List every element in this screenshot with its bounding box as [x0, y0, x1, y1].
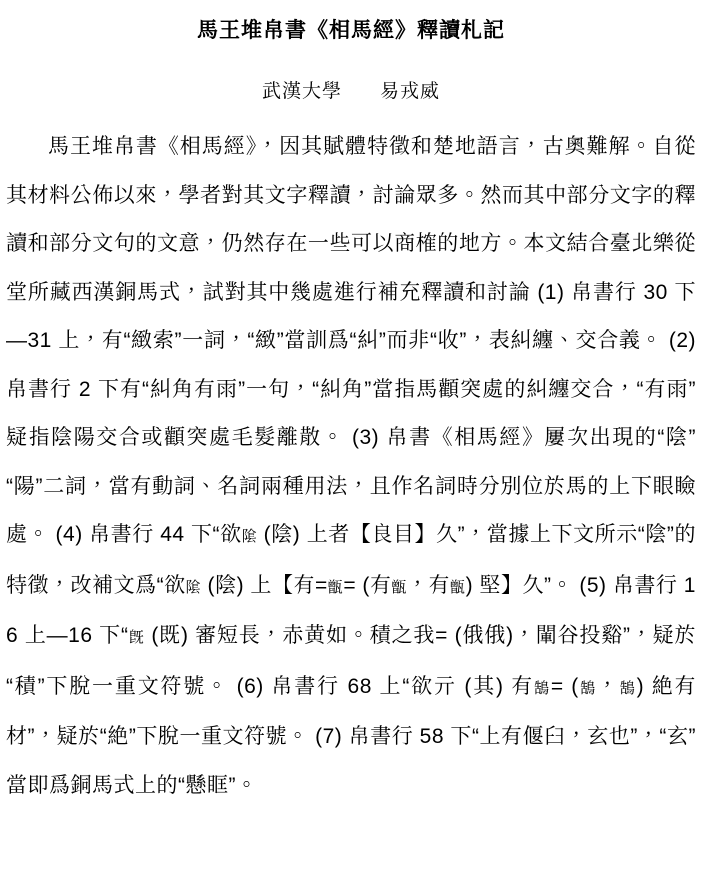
- rare-glyph: 甑: [327, 578, 344, 596]
- text-segment: 馬王堆帛書《相馬經》，因其賦體特徵和楚地語言，古奧難解。自從其材料公佈以來，學者對其文字釋讀，討論眾多。然而其中部分文字的釋讀和部分文句的文意，仍然存在一些可以商榷的地方。本文結合臺北樂從堂所藏西漢銅馬式，試對其中幾處進行補充釋讀和討論 (1) 帛書行 30 下—31 上，有“緻索”一詞，“緻”當訓爲“糾”而非“收”，表糾纏、交合義。 (2) 帛書行 2 下有“糾角有雨”一句，“糾角”當指馬顴突處的糾纏交合，“有雨”疑指陰陽交合或顴突處毛髮離散。 (3) 帛書《相馬經》屢次出現的“陰”“陽”二詞，當有動詞、名詞兩種用法，且作名詞時分別位於馬的上下眼瞼處。 (4) 帛書行 44 下“欲: [6, 135, 696, 546]
- abstract-text: [6, 123, 696, 810]
- author-affiliation: 武漢大學: [261, 81, 342, 102]
- text-segment: ，有: [407, 573, 451, 597]
- rare-glyph: 鵠: [534, 679, 551, 697]
- rare-glyph: 旣: [128, 629, 145, 646]
- text-segment: ) 絶有材”，疑於“絶”下脫一重文符號。 (7) 帛書行 58 下“上有偃臼，玄也”，“玄”當即爲銅馬式上的“懸眶”。: [6, 674, 697, 797]
- rare-glyph: 隂: [241, 528, 258, 545]
- author-line: [6, 76, 696, 103]
- rare-glyph: 甑: [450, 578, 466, 596]
- rare-glyph: 鵠: [619, 679, 637, 697]
- paper-title: 馬王堆帛書《相馬經》釋讀札記: [197, 19, 505, 42]
- text-segment: (陰) 上【有=: [201, 573, 328, 597]
- text-segment: (陰) 上者【良目】久”，當據上下文所示“陰”的特徵，改補文爲“欲: [6, 523, 696, 597]
- rare-glyph: 鵠: [578, 679, 597, 697]
- text-segment: = (有: [343, 573, 392, 597]
- text-segment: ) 堅】久”。 (5) 帛書行 16 上—16 下“: [6, 573, 696, 647]
- text-segment: = (: [550, 674, 579, 698]
- rare-glyph: 甑: [391, 578, 407, 596]
- text-segment: ，: [596, 674, 620, 698]
- rare-glyph: 隂: [185, 578, 202, 596]
- author-name: 易戎威: [380, 81, 441, 102]
- text-segment: (既) 審短長，赤黄如。積之我= (俄俄)，閳谷投谿”，疑於“積”下脫一重文符號。 (6) 帛書行 68 上“欲亓 (其) 有: [6, 624, 696, 698]
